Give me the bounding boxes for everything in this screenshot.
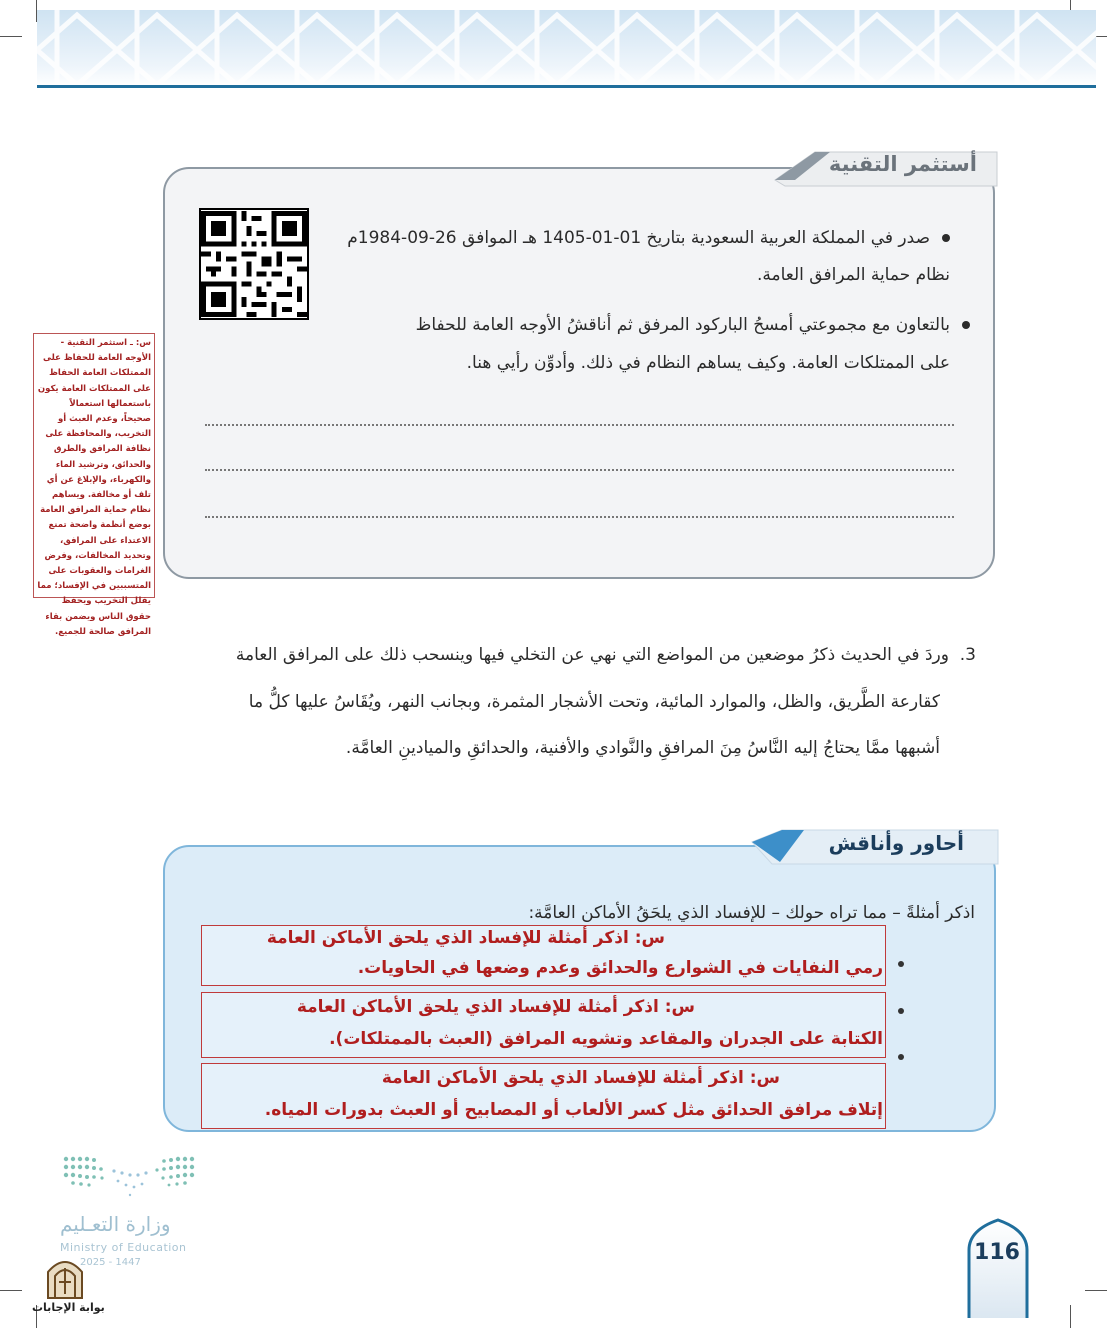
answer-box-2[interactable] (201, 992, 886, 1058)
answer-text: رمي النفايات في الشوارع والحدائق وعدم وضعها في الحاويات. (357, 958, 883, 978)
answer-text: الكتابة على الجدران والمقاعد وتشويه المرافق (العبث بالممتلكات). (329, 1029, 883, 1049)
answer-line[interactable] (205, 424, 954, 426)
answer-question: س: اذكر أمثلة للإفساد الذي يلحق الأماكن العامة (381, 1068, 780, 1088)
tech-bullet-2-line-1: بالتعاون مع مجموعتي أمسحُ الباركود المرفق ثم أناقشُ الأوجه العامة للحفاظ (415, 315, 950, 335)
answer-box-3[interactable] (201, 1063, 886, 1129)
bullet-icon (898, 1054, 904, 1060)
answer-question: س: اذكر أمثلة للإفساد الذي يلحق الأماكن العامة (266, 928, 665, 948)
paragraph-number: 3. (959, 645, 976, 665)
paragraph-3-line-2: كقارعة الطَّريق، والظل، والموارد المائية، وتحت الأشجار المثمرة، وبجانب النهر، ويُقَاسُ عليها كلُّ ما (248, 691, 940, 712)
answer-line[interactable] (205, 469, 954, 471)
tech-bullet-1-line-1: صدر في المملكة العربية السعودية بتاريخ 01-01-1405 هـ الموافق 26-09-1984م (347, 228, 930, 248)
portal-name: بوابة الإجابات (32, 1301, 105, 1314)
answer-question: س: اذكر أمثلة للإفساد الذي يلحق الأماكن العامة (296, 997, 695, 1017)
ministry-name-ar: وزارة التعـليم (60, 1212, 171, 1236)
answer-line[interactable] (205, 516, 954, 518)
qr-code-pattern (201, 210, 307, 318)
side-answer-note (33, 333, 155, 637)
crop-mark (1085, 1290, 1107, 1291)
page-number: 116 (974, 1240, 1020, 1265)
bullet-icon (962, 321, 970, 329)
header-banner (37, 10, 1096, 86)
bullet-icon (898, 1008, 904, 1014)
tech-bullet-1-cont (757, 257, 950, 294)
answer-box-1[interactable] (201, 925, 886, 986)
paragraph-3-text-1: وردَ في الحديث ذكرُ موضعين من المواضع التي نهي عن التخلي فيها وينسحب ذلك على المرافق العامة (235, 645, 949, 665)
bullet-icon (898, 961, 904, 967)
paragraph-3-line-1 (158, 632, 976, 679)
tech-bullet-2-line-2: على الممتلكات العامة. وكيف يساهم النظام في ذلك. وأدوِّن رأيي هنا. (466, 353, 950, 373)
ministry-name-en: Ministry of Education (60, 1241, 187, 1254)
arabesque-pattern (37, 10, 1096, 86)
tech-bullet-1 (347, 220, 950, 257)
tech-bullet-1-line-2: نظام حماية المرافق العامة. (756, 265, 950, 285)
edition-year: 2025 - 1447 (80, 1257, 141, 1268)
crop-mark (0, 36, 22, 37)
crop-mark (1070, 1305, 1071, 1328)
paragraph-3-line-3: أشبهها ممَّا يحتاجُ إليه النَّاسُ مِنَ المرافقِ والنَّوادي والأفنية، والحدائقِ والميادينِ العامَّة. (345, 738, 940, 758)
paragraph-3 (158, 632, 976, 772)
discuss-section-title: أحاور وأناقش (828, 831, 964, 855)
crop-mark (0, 1290, 22, 1291)
tech-bullet-2-cont (467, 345, 950, 382)
ministry-logo-icon (62, 1155, 197, 1200)
discuss-intro: اذكر أمثلةً – مما تراه حولك – للإفساد الذي يلحَقُ الأماكن العامَّة: (528, 903, 975, 923)
portal-logo-icon (44, 1256, 86, 1300)
qr-code[interactable] (199, 208, 309, 320)
bullet-icon (942, 234, 950, 242)
banner-divider (37, 85, 1096, 88)
answer-text: إتلاف مرافق الحدائق مثل كسر الألعاب أو المصابيح أو العبث بدورات المياه. (264, 1100, 883, 1120)
side-answer-text: س: ـ استثمر التقنية - الأوجه العامة للحفاظ على الممتلكات العامة الحفاظ على الممتلكات العامة يكون باستعمالها استعمالاً صحيحاً، وعدم العبث أو التخريب، والمحافظة على نظافة المرافق والطرق والحدائق، وترشيد الماء والكهرباء، والإبلاغ عن أي تلف أو مخالفة. ويساهم نظام حماية المرافق العامة بوضع أنظمة واضحة تمنع الاعتداء على المرافق، وتحديد المخالفات، وفرض الغرامات والعقوبات على المتسببين في الإفساد؛ مما يقلل التخريب ويحفظ حقوق الناس ويضمن بقاء المرافق صالحة للجميع. (37, 338, 151, 637)
tech-bullet-2 (416, 307, 970, 344)
page-number-tab (967, 1218, 1029, 1318)
tech-section-title: أستثمر التقنية (828, 152, 977, 176)
